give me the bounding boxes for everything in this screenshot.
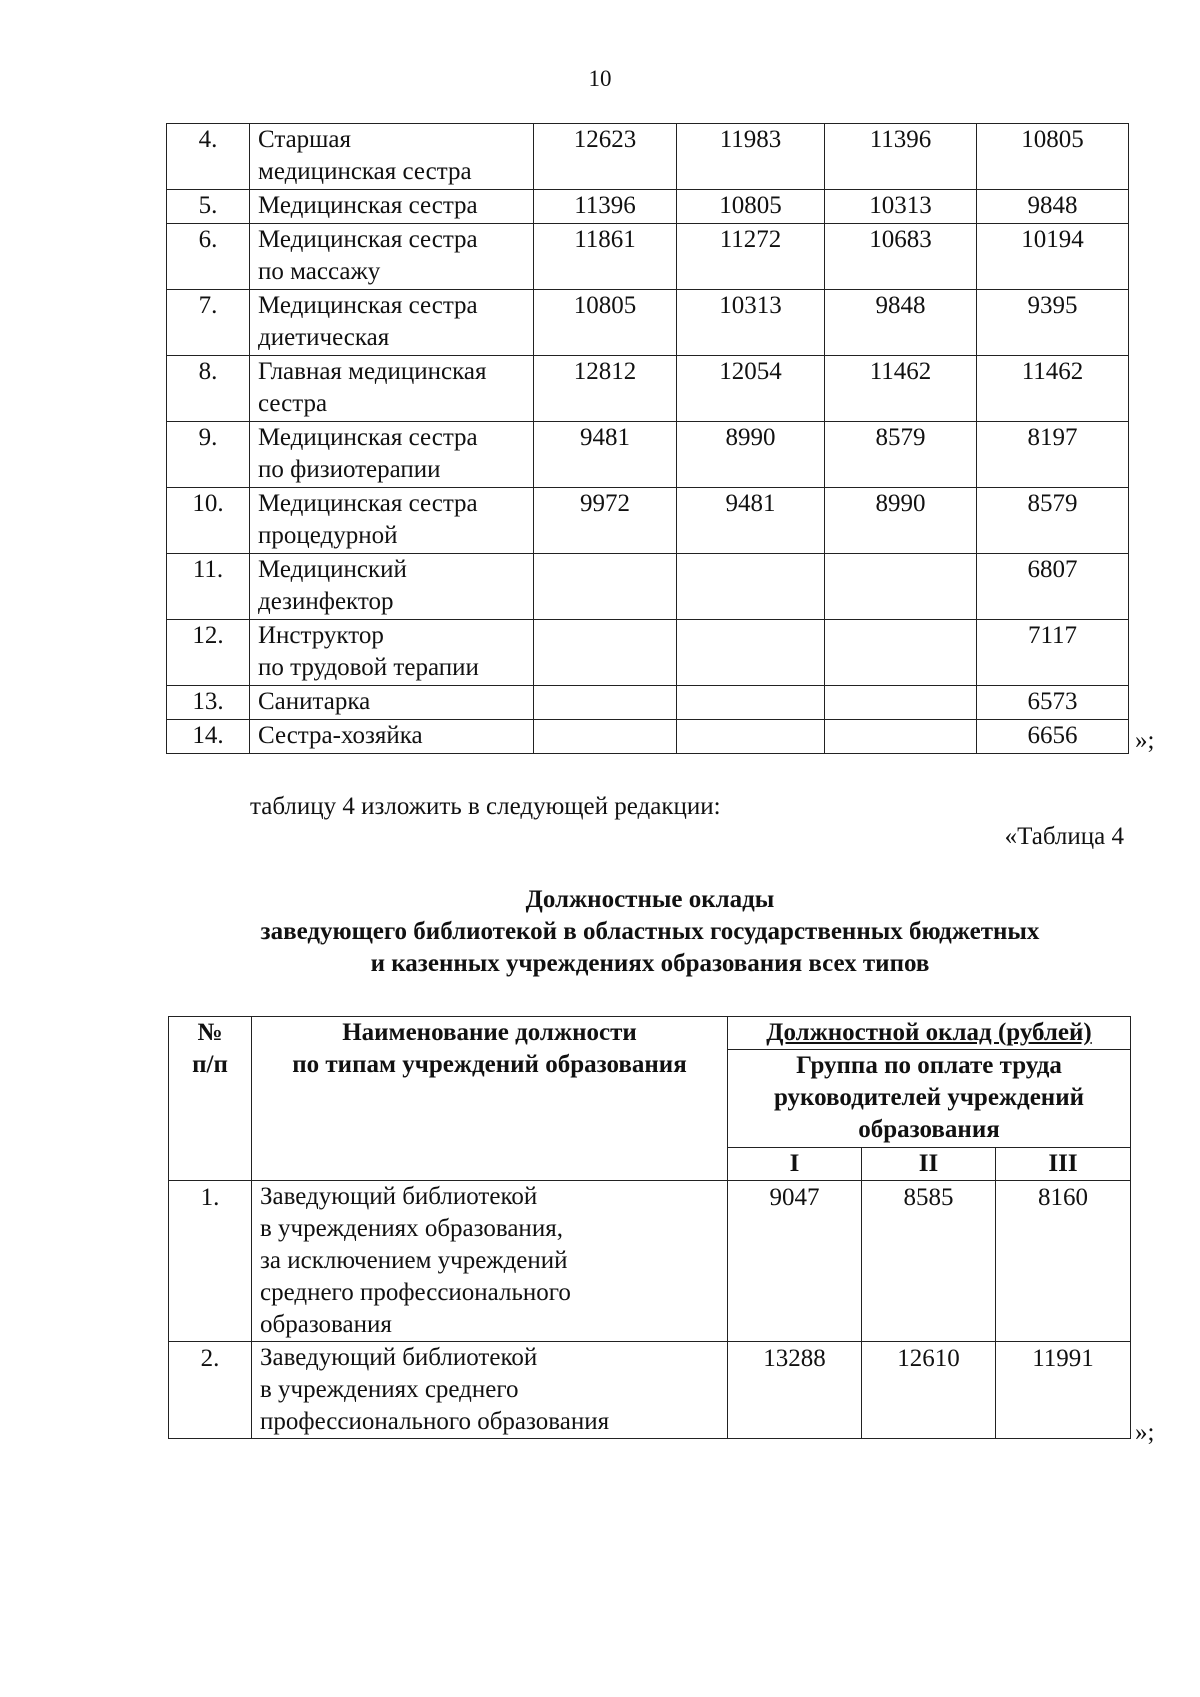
position-name	[250, 488, 534, 554]
header-number-line: п/п	[192, 1051, 228, 1078]
position-name-line: Медицинская сестра	[258, 192, 478, 219]
salary-value: 11983	[677, 124, 825, 190]
table-row	[167, 554, 1129, 620]
header-number-line: №	[197, 1019, 223, 1046]
position-name-line: медицинская сестра	[258, 158, 472, 185]
title-line: Должностные оклады	[525, 886, 775, 913]
table-row	[167, 422, 1129, 488]
row-number: 7.	[167, 290, 250, 356]
position-name-line: Старшая	[258, 126, 352, 153]
position-name-line: Медицинская сестра	[258, 490, 478, 517]
table-row	[167, 124, 1129, 190]
position-name-line: по массажу	[258, 258, 381, 285]
salary-value	[677, 720, 825, 754]
header-group-line: руководителей учреждений	[773, 1084, 1085, 1111]
salary-value: 10805	[977, 124, 1129, 190]
position-name	[250, 686, 534, 720]
title-line: заведующего библиотекой в областных государственных бюджетных	[260, 918, 1040, 945]
position-name-line: среднего профессионального	[260, 1279, 571, 1306]
position-name-line: по трудовой терапии	[258, 654, 479, 681]
salary-value: 10194	[977, 224, 1129, 290]
position-name-line: сестра	[258, 390, 328, 417]
header-position-line: по типам учреждений образования	[292, 1051, 687, 1078]
header-group-3: III	[996, 1148, 1131, 1181]
position-name	[250, 554, 534, 620]
position-name-line: Медицинская сестра	[258, 292, 478, 319]
salary-value: 10805	[677, 190, 825, 224]
instruction-text: таблицу 4 изложить в следующей редакции:	[250, 793, 721, 820]
salary-value	[677, 620, 825, 686]
salary-value	[534, 554, 677, 620]
salary-value	[534, 720, 677, 754]
position-name-line: дезинфектор	[258, 588, 394, 615]
title-line: и казенных учреждениях образования всех типов	[370, 950, 930, 977]
salary-value: 8990	[677, 422, 825, 488]
table-row	[169, 1181, 1131, 1342]
row-number: 1.	[169, 1181, 252, 1342]
salary-value: 8197	[977, 422, 1129, 488]
salary-value	[825, 554, 977, 620]
row-number: 4.	[167, 124, 250, 190]
row-number: 13.	[167, 686, 250, 720]
position-name-line: Главная медицинская	[258, 358, 487, 385]
salary-table-continuation	[166, 123, 1129, 754]
salary-value: 8585	[862, 1181, 996, 1342]
salary-value: 9395	[977, 290, 1129, 356]
position-name-line: Медицинская сестра	[258, 424, 478, 451]
position-name	[250, 290, 534, 356]
salary-value: 7117	[977, 620, 1129, 686]
row-number: 5.	[167, 190, 250, 224]
header-position-line: Наименование должности	[342, 1019, 637, 1046]
librarian-salary-table	[168, 1016, 1131, 1439]
salary-value: 9047	[728, 1181, 862, 1342]
salary-value	[534, 620, 677, 686]
salary-value: 9848	[977, 190, 1129, 224]
salary-value: 8990	[825, 488, 977, 554]
salary-value: 12610	[862, 1342, 996, 1439]
position-name-line: Сестра-хозяйка	[258, 722, 423, 749]
table-title	[0, 884, 1200, 980]
position-name	[252, 1342, 728, 1439]
salary-value: 9481	[677, 488, 825, 554]
salary-value: 6656	[977, 720, 1129, 754]
position-name-line: профессионального образования	[260, 1408, 610, 1435]
salary-value: 10683	[825, 224, 977, 290]
salary-value: 9481	[534, 422, 677, 488]
row-number: 12.	[167, 620, 250, 686]
row-number: 9.	[167, 422, 250, 488]
salary-value: 11991	[996, 1342, 1131, 1439]
header-group-line: Группа по оплате труда	[796, 1052, 1062, 1079]
table-row	[167, 720, 1129, 754]
position-name	[250, 224, 534, 290]
position-name-line: образования	[260, 1311, 392, 1338]
salary-value: 6573	[977, 686, 1129, 720]
header-group	[728, 1050, 1131, 1148]
table-row	[167, 190, 1129, 224]
table-label: «Таблица 4	[1004, 823, 1124, 850]
header-group-1: I	[728, 1148, 862, 1181]
position-name-line: за исключением учреждений	[260, 1247, 568, 1274]
salary-value: 8160	[996, 1181, 1131, 1342]
salary-value: 11396	[534, 190, 677, 224]
salary-value: 10805	[534, 290, 677, 356]
position-name	[250, 422, 534, 488]
closing-quote: »;	[1135, 727, 1155, 754]
salary-value: 12812	[534, 356, 677, 422]
salary-value: 8579	[825, 422, 977, 488]
position-name-line: Заведующий библиотекой	[260, 1183, 538, 1210]
position-name-line: Медицинская сестра	[258, 226, 478, 253]
salary-value	[677, 554, 825, 620]
position-name-line: в учреждениях образования,	[260, 1215, 563, 1242]
header-position	[252, 1017, 728, 1181]
row-number: 11.	[167, 554, 250, 620]
table-row	[169, 1342, 1131, 1439]
header-number	[169, 1017, 252, 1181]
closing-quote: »;	[1135, 1419, 1155, 1446]
position-name-line: диетическая	[258, 324, 390, 351]
salary-value: 11861	[534, 224, 677, 290]
salary-value: 9972	[534, 488, 677, 554]
position-name	[250, 720, 534, 754]
position-name	[250, 124, 534, 190]
table-row	[167, 290, 1129, 356]
salary-value: 12623	[534, 124, 677, 190]
salary-value: 9848	[825, 290, 977, 356]
table-row	[167, 356, 1129, 422]
row-number: 2.	[169, 1342, 252, 1439]
table-row	[167, 620, 1129, 686]
position-name-line: Медицинский	[258, 556, 407, 583]
salary-value: 6807	[977, 554, 1129, 620]
header-group-2: II	[862, 1148, 996, 1181]
position-name-line: Заведующий библиотекой	[260, 1344, 538, 1371]
position-name	[250, 356, 534, 422]
table-row	[167, 686, 1129, 720]
salary-value: 13288	[728, 1342, 862, 1439]
salary-value	[825, 720, 977, 754]
salary-value	[825, 686, 977, 720]
position-name-line: Инструктор	[258, 622, 384, 649]
salary-value: 11462	[825, 356, 977, 422]
position-name	[250, 620, 534, 686]
table-row	[167, 488, 1129, 554]
salary-value: 12054	[677, 356, 825, 422]
salary-value: 11462	[977, 356, 1129, 422]
table-row	[167, 224, 1129, 290]
position-name	[252, 1181, 728, 1342]
row-number: 8.	[167, 356, 250, 422]
salary-value: 11396	[825, 124, 977, 190]
position-name-line: Санитарка	[258, 688, 371, 715]
row-number: 10.	[167, 488, 250, 554]
salary-value: 8579	[977, 488, 1129, 554]
salary-value	[677, 686, 825, 720]
header-salary	[728, 1017, 1131, 1050]
header-salary-text: Должностной оклад (рублей)	[766, 1019, 1092, 1046]
salary-value: 10313	[825, 190, 977, 224]
position-name	[250, 190, 534, 224]
position-name-line: процедурной	[258, 522, 398, 549]
position-name-line: в учреждениях среднего	[260, 1376, 519, 1403]
row-number: 14.	[167, 720, 250, 754]
position-name-line: по физиотерапии	[258, 456, 441, 483]
header-group-line: образования	[858, 1116, 1000, 1143]
salary-value	[825, 620, 977, 686]
salary-value: 11272	[677, 224, 825, 290]
row-number: 6.	[167, 224, 250, 290]
salary-value: 10313	[677, 290, 825, 356]
page-number: 10	[588, 66, 612, 91]
salary-value	[534, 686, 677, 720]
